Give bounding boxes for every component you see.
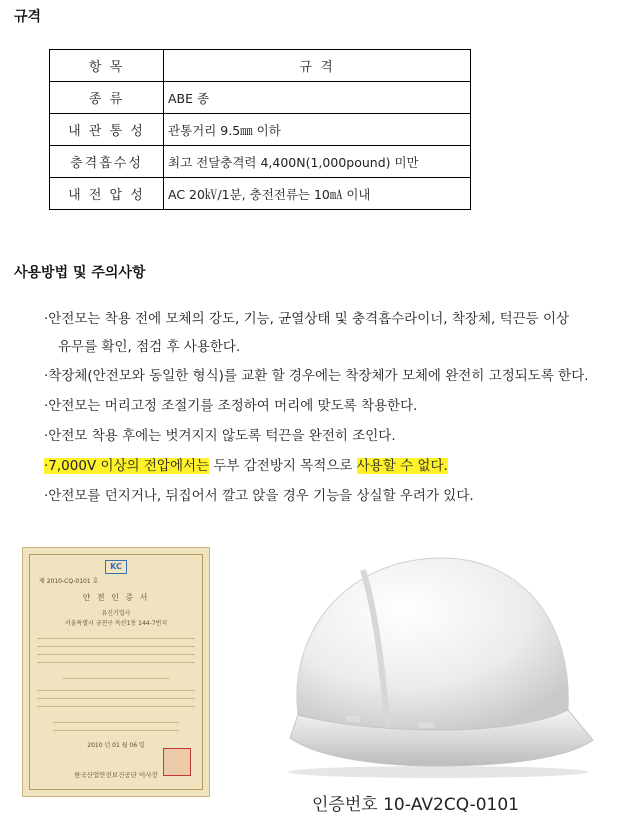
certificate-text-line — [53, 722, 179, 723]
certificate-text-line — [53, 730, 179, 731]
helmet-slot — [418, 722, 434, 728]
certificate-text-line — [63, 678, 169, 679]
highlighted-text: 사용할 수 없다. — [356, 458, 448, 474]
certificate-company: 유신기업사 — [101, 610, 131, 617]
row-spec: ABE 종 — [164, 82, 471, 114]
note-item: ·안전모를 던지거나, 뒤집어서 깔고 앉을 경우 기능을 상실할 우려가 있다. — [44, 488, 474, 504]
spec-heading: 규격 — [14, 9, 42, 25]
note-item-warning — [44, 451, 624, 481]
note-text: 두부 감전방지 목적으로 — [209, 458, 357, 474]
column-header-spec: 규 격 — [164, 50, 471, 82]
spec-table — [49, 49, 471, 210]
table-row — [50, 114, 471, 146]
table-row — [50, 146, 471, 178]
table-header-row — [50, 50, 471, 82]
row-item: 내 전 압 성 — [50, 178, 164, 210]
certification-number-caption: 인증번호 10-AV2CQ-0101 — [312, 795, 519, 815]
safety-certificate-image — [22, 547, 210, 797]
hard-hat-image — [268, 540, 598, 780]
note-text: ·안전모는 착용 전에 모체의 강도, 기능, 균열상태 및 충격흡수라이너, 착장체, 턱끈등 이상 — [44, 311, 570, 327]
certificate-title: 안 전 인 증 서 — [82, 593, 150, 602]
kc-logo: KC — [105, 560, 127, 574]
note-item — [44, 305, 624, 361]
certificate-doc-number: 제 2010-CQ-0101 호 — [39, 578, 99, 585]
table-row — [50, 178, 471, 210]
row-spec: AC 20㎸/1분, 충전전류는 10㎃ 이내 — [164, 178, 471, 210]
row-spec: 최고 전달충격력 4,400N(1,000pound) 미만 — [164, 146, 471, 178]
row-item: 종 류 — [50, 82, 164, 114]
usage-notes — [44, 305, 624, 511]
certificate-address: 서울특별시 금천구 독산1동 144-7번지 — [64, 620, 168, 627]
certificate-issuer: 한국산업안전보건공단 이사장 — [74, 771, 158, 779]
helmet-shell — [297, 558, 568, 730]
note-item: ·안전모는 머리고정 조절기를 조정하여 머리에 맞도록 착용한다. — [44, 398, 418, 414]
certificate-date: 2010 년 01 월 06 일 — [87, 742, 145, 749]
row-item: 내 관 통 성 — [50, 114, 164, 146]
red-seal-stamp — [163, 748, 191, 776]
certificate-text-line — [37, 654, 195, 655]
certificate-text-line — [37, 662, 195, 663]
certificate-text-line — [37, 638, 195, 639]
certificate-text-line — [37, 690, 195, 691]
column-header-item: 항 목 — [50, 50, 164, 82]
note-item: ·안전모 착용 후에는 벗겨지지 않도록 턱끈을 완전히 조인다. — [44, 428, 396, 444]
helmet-shadow — [288, 766, 588, 778]
certificate-text-line — [37, 646, 195, 647]
note-text-continued: 유무를 확인, 점검 후 사용한다. — [58, 339, 241, 355]
row-spec: 관통거리 9.5㎜ 이하 — [164, 114, 471, 146]
certificate-text-line — [37, 698, 195, 699]
note-item: ·착장체(안전모와 동일한 형식)를 교환 할 경우에는 착장체가 모체에 완전히 고정되도록 한다. — [44, 368, 589, 384]
row-item: 충격흡수성 — [50, 146, 164, 178]
table-row — [50, 82, 471, 114]
helmet-slot — [346, 716, 360, 722]
usage-heading: 사용방법 및 주의사항 — [14, 265, 146, 281]
certificate-text-line — [37, 706, 195, 707]
highlighted-text: ·7,000V 이상의 전압에서는 — [44, 458, 210, 474]
